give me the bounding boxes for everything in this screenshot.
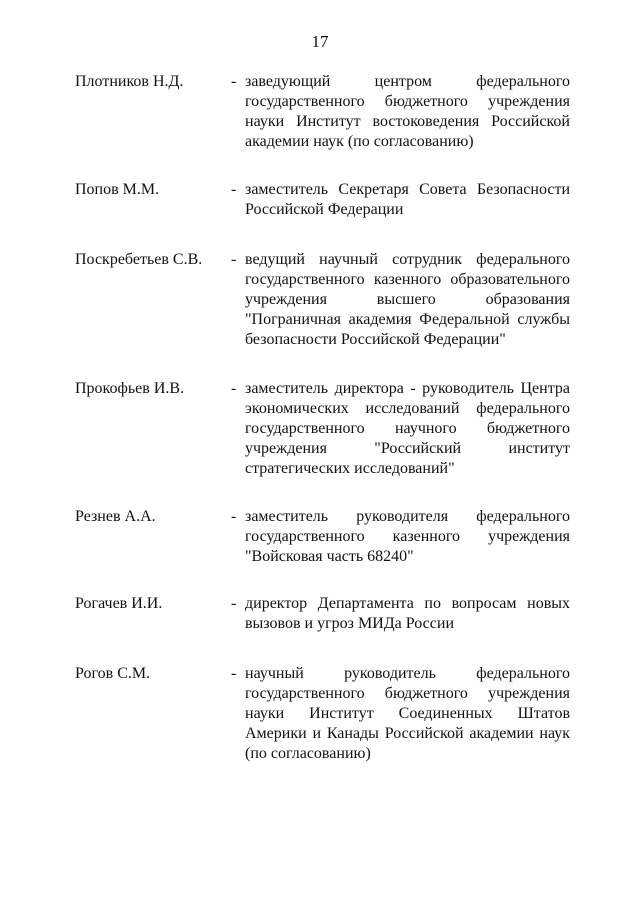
position-description — [245, 507, 570, 567]
dash-separator: - — [231, 181, 237, 198]
dash-separator: - — [231, 508, 237, 525]
dash-separator: - — [231, 595, 237, 612]
person-name: Рогов С.М. — [75, 665, 151, 682]
person-name: Попов М.М. — [75, 181, 160, 198]
page-number: 17 — [311, 32, 329, 51]
description-line: государственного казенного учреждения — [245, 528, 570, 545]
description-line: научный руководитель федерального — [245, 665, 570, 682]
dash-separator: - — [231, 665, 237, 682]
description-line: науки Институт востоковедения Российской — [245, 113, 570, 130]
person-name: Прокофьев И.В. — [75, 380, 185, 397]
description-line: заместитель руководителя федерального — [245, 508, 570, 525]
position-description — [245, 72, 570, 152]
position-description — [245, 594, 570, 634]
description-line: ведущий научный сотрудник федерального — [245, 251, 570, 268]
description-line: государственного научного бюджетного — [245, 420, 570, 437]
description-line: заведующий центром федерального — [245, 73, 570, 90]
position-description — [245, 664, 570, 764]
description-line: вызовов и угроз МИДа России — [245, 615, 454, 632]
person-name: Резнев А.А. — [75, 508, 156, 525]
description-line: Америки и Канады Российской академии наук — [245, 725, 570, 742]
position-description — [245, 379, 570, 479]
description-line: академии наук (по согласованию) — [245, 133, 474, 150]
description-line: государственного бюджетного учреждения — [245, 685, 570, 702]
person-name: Поскребетьев С.В. — [75, 251, 203, 268]
description-line: "Пограничная академия Федеральной службы — [245, 311, 570, 328]
description-line: стратегических исследований" — [245, 460, 455, 477]
description-line: науки Институт Соединенных Штатов — [245, 705, 570, 722]
description-line: заместитель Секретаря Совета Безопасности — [245, 181, 570, 198]
dash-separator: - — [231, 380, 237, 397]
description-line: заместитель директора - руководитель Центра — [245, 380, 570, 397]
description-line: государственного казенного образовательного — [245, 271, 570, 288]
dash-separator: - — [231, 73, 237, 90]
description-line: учреждения высшего образования — [245, 291, 570, 308]
position-description — [245, 180, 570, 220]
dash-separator: - — [231, 251, 237, 268]
description-line: "Войсковая часть 68240" — [245, 548, 414, 565]
description-line: государственного бюджетного учреждения — [245, 93, 570, 110]
description-line: директор Департамента по вопросам новых — [245, 595, 570, 612]
person-name: Рогачев И.И. — [75, 595, 163, 612]
description-line: учреждения "Российский институт — [245, 440, 570, 457]
position-description — [245, 250, 570, 350]
description-line: безопасности Российской Федерации" — [245, 331, 506, 348]
description-line: (по согласованию) — [245, 745, 371, 762]
description-line: Российской Федерации — [245, 201, 404, 218]
person-name: Плотников Н.Д. — [75, 73, 184, 90]
description-line: экономических исследований федерального — [245, 400, 570, 417]
